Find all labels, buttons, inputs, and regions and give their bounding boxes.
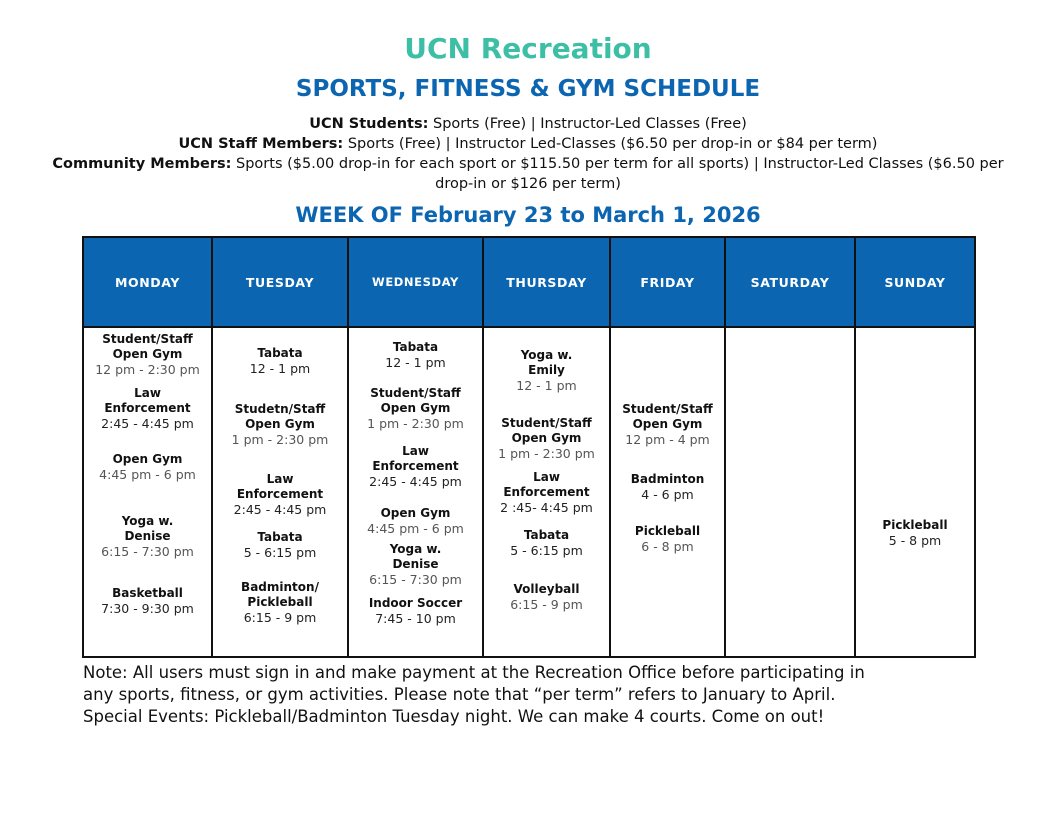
event-name: Student/Staff Open Gym (370, 386, 461, 415)
schedule-event (351, 386, 480, 431)
event-name: Open Gym (112, 452, 183, 466)
event-time: 6:15 - 7:30 pm (369, 572, 462, 587)
pricing-label: UCN Students: (309, 116, 429, 132)
day-header-wednesday: WEDNESDAY (348, 237, 483, 327)
pricing-line-students (40, 114, 1016, 134)
schedule-event (215, 402, 345, 447)
schedule-event (486, 416, 607, 461)
day-cell-friday (610, 327, 725, 657)
event-time: 1 pm - 2:30 pm (231, 432, 329, 447)
schedule-event (486, 582, 607, 612)
day-cell-monday (83, 327, 212, 657)
event-name: Volleyball (513, 582, 580, 596)
pricing-label: UCN Staff Members: (178, 136, 344, 152)
event-name: Yoga w. Emily (520, 348, 573, 377)
day-cell-sunday (855, 327, 975, 657)
schedule-event (215, 580, 345, 625)
event-name: Student/Staff Open Gym (622, 402, 713, 431)
event-name: Student/Staff Open Gym (501, 416, 592, 445)
pricing-text: Sports (Free) | Instructor-Led Classes (Free) (428, 116, 747, 132)
schedule-event (351, 596, 480, 626)
event-time: 7:45 - 10 pm (375, 611, 456, 626)
page-title: UCN Recreation (404, 32, 652, 65)
schedule-event (215, 530, 345, 560)
day-header-friday: FRIDAY (610, 237, 725, 327)
pricing-line-staff (40, 134, 1016, 154)
event-name: Badminton/ Pickleball (241, 580, 319, 609)
event-name: Badminton (630, 472, 705, 486)
event-name: Tabata (523, 528, 570, 542)
event-name: Law Enforcement (236, 472, 324, 501)
day-cell-wednesday (348, 327, 483, 657)
event-name: Law Enforcement (104, 386, 191, 415)
pricing-text: Sports (Free) | Instructor Led-Classes ($6.50 per drop-in or $84 per term) (343, 136, 878, 152)
event-name: Law Enforcement (503, 470, 590, 499)
event-time: 12 pm - 2:30 pm (95, 362, 200, 377)
schedule-event (351, 542, 480, 587)
schedule-event (858, 518, 972, 548)
schedule-event (486, 528, 607, 558)
event-time: 4 - 6 pm (641, 487, 694, 502)
event-time: 6:15 - 9 pm (243, 610, 317, 625)
event-time: 5 - 6:15 pm (510, 543, 583, 558)
schedule-event (86, 514, 209, 559)
day-header-tuesday: TUESDAY (212, 237, 348, 327)
schedule-table (82, 236, 976, 658)
event-name: Tabata (257, 346, 303, 360)
event-time: 12 - 1 pm (385, 355, 446, 370)
day-header-thursday: THURSDAY (483, 237, 610, 327)
event-name: Open Gym (380, 506, 451, 520)
schedule-event (613, 524, 722, 554)
note-line: any sports, fitness, or gym activities. Please note that “per term” refers to January to April. (83, 685, 836, 704)
schedule-event (613, 402, 722, 447)
day-cell-thursday (483, 327, 610, 657)
event-time: 6:15 - 7:30 pm (101, 544, 194, 559)
note-text (83, 662, 983, 728)
schedule-event (86, 332, 209, 377)
event-name: Tabata (257, 530, 303, 544)
event-time: 6 - 8 pm (641, 539, 694, 554)
event-time: 12 - 1 pm (249, 361, 311, 376)
day-cell-tuesday (212, 327, 348, 657)
note-line: Note: All users must sign in and make payment at the Recreation Office before participating in (83, 663, 865, 682)
event-name: Pickleball (634, 524, 701, 538)
schedule-event (613, 472, 722, 502)
day-header-monday: MONDAY (83, 237, 212, 327)
event-time: 12 - 1 pm (516, 378, 577, 393)
schedule-event (351, 340, 480, 370)
event-time: 2 :45- 4:45 pm (500, 500, 593, 515)
event-time: 7:30 - 9:30 pm (101, 601, 194, 616)
event-name: Yoga w. Denise (121, 514, 174, 543)
event-time: 2:45 - 4:45 pm (101, 416, 194, 431)
event-name: Basketball (112, 586, 183, 600)
event-time: 4:45 pm - 6 pm (99, 467, 196, 482)
note-line: Special Events: Pickleball/Badminton Tuesday night. We can make 4 courts. Come on out! (83, 707, 825, 726)
event-name: Pickleball (882, 518, 948, 532)
event-name: Indoor Soccer (368, 596, 463, 610)
schedule-event (351, 506, 480, 536)
event-name: Studetn/Staff Open Gym (234, 402, 326, 431)
event-time: 1 pm - 2:30 pm (498, 446, 595, 461)
schedule-event (86, 586, 209, 616)
event-name: Yoga w. Denise (389, 542, 442, 571)
schedule-event (215, 472, 345, 517)
pricing-text: Sports ($5.00 drop-in for each sport or $115.50 per term for all sports) | Instructor-Led Classes ($6.50 per drop-in or $126 per term) (231, 156, 1004, 192)
event-time: 12 pm - 4 pm (625, 432, 710, 447)
schedule-event (486, 348, 607, 393)
event-time: 2:45 - 4:45 pm (369, 474, 462, 489)
event-time: 5 - 8 pm (888, 533, 942, 548)
event-time: 1 pm - 2:30 pm (367, 416, 464, 431)
day-header-row (83, 237, 975, 327)
event-name: Law Enforcement (372, 444, 459, 473)
day-header-sunday: SUNDAY (855, 237, 975, 327)
pricing-line-community (40, 154, 1016, 194)
schedule-row (83, 327, 975, 657)
event-name: Student/Staff Open Gym (102, 332, 193, 361)
schedule-event (351, 444, 480, 489)
pricing-label: Community Members: (52, 156, 232, 172)
schedule-event (86, 452, 209, 482)
event-time: 5 - 6:15 pm (243, 545, 317, 560)
schedule-event (486, 470, 607, 515)
event-time: 6:15 - 9 pm (510, 597, 583, 612)
schedule-subtitle: SPORTS, FITNESS & GYM SCHEDULE (295, 76, 761, 102)
day-cell-saturday (725, 327, 855, 657)
schedule-event (86, 386, 209, 431)
week-heading: WEEK OF February 23 to March 1, 2026 (295, 203, 761, 227)
event-time: 2:45 - 4:45 pm (233, 502, 327, 517)
day-header-saturday: SATURDAY (725, 237, 855, 327)
schedule-event (215, 346, 345, 376)
pricing-info (40, 114, 1016, 194)
event-time: 4:45 pm - 6 pm (367, 521, 464, 536)
event-name: Tabata (392, 340, 439, 354)
